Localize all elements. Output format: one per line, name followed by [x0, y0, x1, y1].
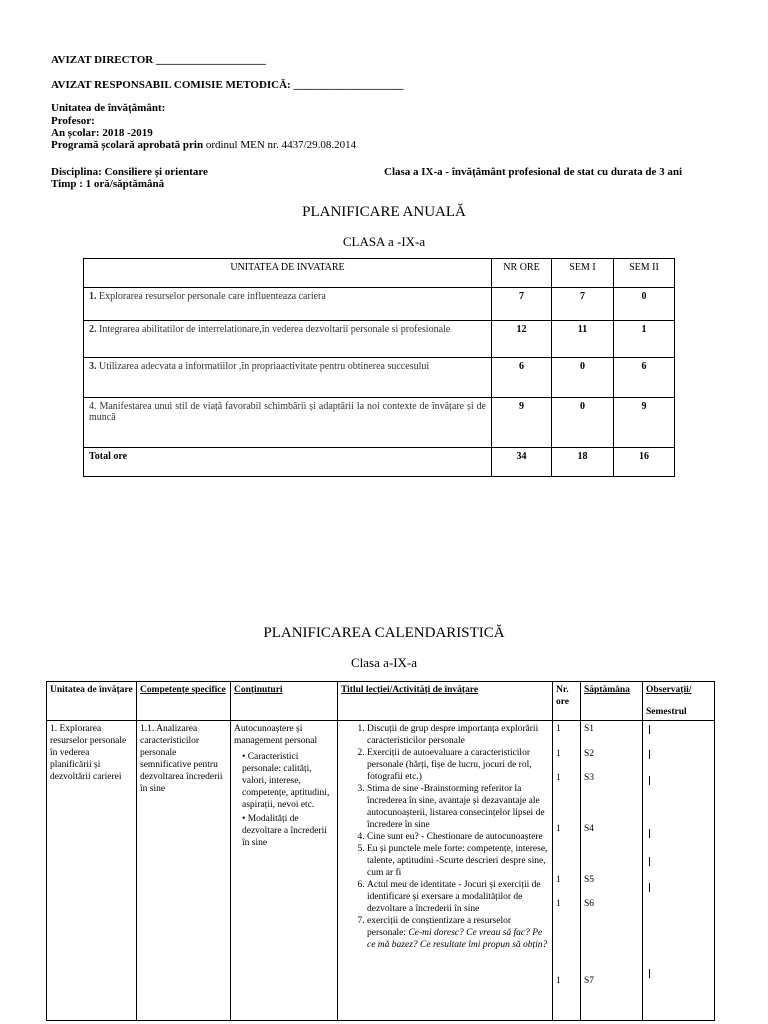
continut-title: Autocunoaștere și management personal [234, 724, 318, 746]
sem1-cell: 7 [552, 288, 614, 321]
saptamana-value: S4 [584, 824, 595, 834]
table-row [84, 358, 675, 398]
activities-cell [338, 721, 553, 1021]
observatii-mark [649, 969, 650, 978]
observatii-mark [649, 725, 650, 734]
col-nr-ore: Nr. ore [553, 682, 581, 721]
ore-cell: 12 [492, 321, 552, 358]
nr-ore-value: 1 [556, 773, 561, 783]
observatii-mark [649, 857, 650, 866]
table-row [84, 321, 675, 358]
total-ore: 34 [492, 448, 552, 477]
observatii-mark [649, 750, 650, 759]
nr-ore-value: 1 [556, 899, 561, 909]
clasa-info: Clasa a IX-a - învățământ profesional de stat cu durata de 3 ani [384, 166, 683, 178]
annual-title: PLANIFICARE ANUALĂ [302, 204, 466, 220]
programa-label: Programă școlară aprobată prin [51, 139, 204, 151]
sem2-cell: 6 [614, 358, 675, 398]
list-item: • Caracteristici personale: calități, valori, interese, competențe, aptitudini, aspirații, nevoi etc. [242, 752, 330, 810]
sem1-cell: 11 [552, 321, 614, 358]
nr-ore-value: 1 [556, 724, 561, 734]
total-sem2: 16 [614, 448, 675, 477]
table-row [84, 288, 675, 321]
observatii-cell [643, 721, 715, 1021]
activity-item [367, 915, 549, 951]
nr-ore-value: 1 [556, 824, 561, 834]
sem2-cell: 9 [614, 398, 675, 448]
nr-ore-value: 1 [556, 976, 561, 986]
avizat-responsabil: AVIZAT RESPONSABIL COMISIE METODICĂ: ____________________ [51, 79, 404, 91]
col-unitatea-invatare: Unitatea de învățare [47, 682, 137, 721]
activity-7-text: exerciții de conștientizare a resurselor personale: [367, 916, 512, 938]
continuturi-cell [231, 721, 338, 1021]
an-scolar: An școlar: 2018 -2019 [51, 127, 153, 139]
competenta-cell: 1.1. Analizarea caracteristicilor personale semnificative pentru dezvoltarea încrederii în sine [137, 721, 231, 1021]
table-row [84, 398, 675, 448]
sem2-cell: 0 [614, 288, 675, 321]
activity-item: 5. Eu și punctele mele forte: competențe, interese, talente, aptitudini -Scurte descrieri despre sine, cum ar fi [367, 843, 549, 879]
calendar-header-row [47, 682, 715, 721]
programa-value: ordinul MEN nr. 4437/29.08.2014 [205, 139, 357, 151]
total-row [84, 448, 675, 477]
unit-cell [84, 398, 492, 448]
programa-scolara [51, 139, 356, 152]
annual-header-row [84, 259, 675, 288]
col-continuturi: Conținuturi [231, 682, 338, 721]
saptamana-value: S5 [584, 875, 595, 885]
activities-list [341, 723, 549, 951]
saptamana-cell [581, 721, 643, 1021]
total-label: Total ore [84, 448, 492, 477]
col-titlul-lectiei: Titlul lecției/Activități de învățare [338, 682, 553, 721]
annual-table [83, 258, 675, 477]
col-sem-1: SEM I [552, 259, 614, 288]
activity-item: 4. Cine sunt eu? - Chestionare de autocunoaștere [367, 831, 549, 843]
unit-text: Integrarea abilitatilor de interrelationare,în vederea dezvoltarii personale si profesionale [99, 324, 451, 335]
col-nr-ore: NR ORE [492, 259, 552, 288]
saptamana-value: S6 [584, 899, 595, 909]
col-unitatea: UNITATEA DE INVATARE [84, 259, 492, 288]
unit-text: Manifestarea unui stil de viață favorabil schimbării și adaptării la noi contexte de învățare și de muncă [89, 401, 486, 423]
avizat-director: AVIZAT DIRECTOR ____________________ [51, 54, 266, 66]
activity-item: 6. Actul meu de identitate - Jocuri și exerciții de identificare și exersare a modalităților de dezvoltare a încrederii în sine [367, 879, 549, 915]
nr-ore-value: 1 [556, 749, 561, 759]
observatii-mark [649, 829, 650, 838]
unit-number: 4. [89, 401, 97, 412]
saptamana-value: S7 [584, 976, 595, 986]
observatii-label: Observații/ [646, 685, 692, 695]
unit-cell [84, 358, 492, 398]
nr-ore-value: 1 [556, 875, 561, 885]
unit-number: 2. [89, 324, 97, 335]
total-sem1: 18 [552, 448, 614, 477]
sem1-cell: 0 [552, 358, 614, 398]
calendar-table [46, 681, 715, 1021]
unit-cell [84, 288, 492, 321]
profesor: Profesor: [51, 115, 95, 127]
ore-cell: 9 [492, 398, 552, 448]
unit-number: 3. [89, 361, 97, 372]
list-item: • Modalități de dezvoltare a încrederii în sine [242, 814, 327, 848]
semestrul-label: Semestrul [646, 707, 687, 717]
ore-cell: 7 [492, 288, 552, 321]
unitate-invatamant: Unitatea de învățământ: [51, 102, 166, 114]
annual-subtitle: CLASA a -IX-a [342, 234, 426, 249]
col-competente: Competențe specifice [137, 682, 231, 721]
continut-bullet-2: Modalități de dezvoltare a încrederii în sine [242, 814, 327, 848]
unit-text: Explorarea resurselor personale care influenteaza cariera [99, 291, 326, 302]
calendar-title: PLANIFICAREA CALENDARISTICĂ [263, 625, 505, 641]
activity-item: 1. Discuții de grup despre importanța explorării caracteristicilor personale [367, 723, 549, 747]
continut-list [234, 751, 334, 849]
continut-bullet-1: Caracteristici personale: calități, valori, interese, competențe, aptitudini, aspirații, nevoi etc. [242, 752, 330, 810]
nr-ore-cell [553, 721, 581, 1021]
col-saptamana: Săptămâna [581, 682, 643, 721]
col-sem-2: SEM II [614, 259, 675, 288]
sem1-cell: 0 [552, 398, 614, 448]
disciplina: Disciplina: Consiliere și orientare [51, 166, 208, 178]
saptamana-value: S3 [584, 773, 595, 783]
unit-number: 1. [89, 291, 97, 302]
col-observatii [643, 682, 715, 721]
observatii-mark [649, 883, 650, 892]
saptamana-value: S1 [584, 724, 595, 734]
observatii-mark [649, 776, 650, 785]
timp: Timp : 1 oră/săptămână [51, 178, 165, 190]
activity-item: 3. Stima de sine -Brainstorming referitor la încrederea în sine, avantaje și dezavantaje ale autocunoașterii, listarea consecințelor lipsei de încredere în sine [367, 783, 549, 831]
activity-item: 2. Exerciții de autoevaluare a caracteristicilor personale (hărți, fișe de lucru, jocuri de rol, fotografii etc.) [367, 747, 549, 783]
ore-cell: 6 [492, 358, 552, 398]
table-row [47, 721, 715, 1021]
activity-7-italic: Ce-mi doresc? Ce vreau să fac? Pe ce mă bazez? Ce resultate îmi propun să obțin? [367, 928, 548, 950]
saptamana-value: S2 [584, 749, 595, 759]
unit-text: Utilizarea adecvata a informatiilor ,în propriaactivitate pentru obtinerea succesului [99, 361, 430, 372]
calendar-subtitle: Clasa a-IX-a [350, 655, 418, 670]
sem2-cell: 1 [614, 321, 675, 358]
unit-cell [84, 321, 492, 358]
unitatea-cell: 1. Explorarea resurselor personale în vederea planificării și dezvoltării carierei [47, 721, 137, 1021]
